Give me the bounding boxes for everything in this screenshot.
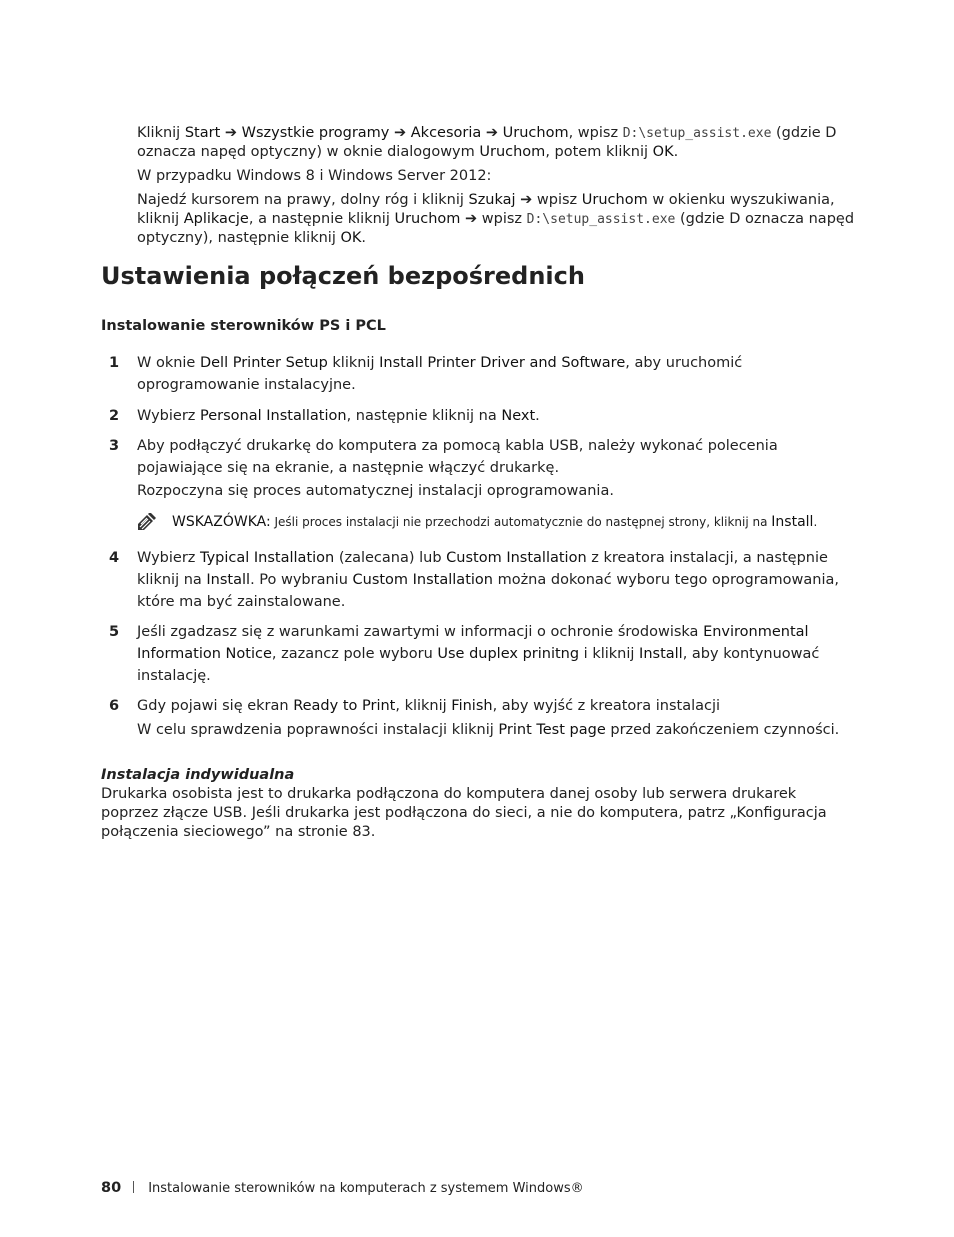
text-run: . bbox=[361, 230, 366, 246]
text-run: w okienku wyszukiwania, kliknij bbox=[137, 192, 835, 227]
ui-term: Uruchom bbox=[479, 144, 546, 160]
ui-term: Finish bbox=[451, 698, 493, 714]
text-run: , aby uruchomić oprogramowanie instalacyjne. bbox=[137, 355, 743, 393]
text-run: ➔ bbox=[389, 125, 411, 141]
text-run: (zalecana) lub bbox=[334, 550, 447, 566]
ui-term: Print Test page bbox=[498, 722, 606, 738]
text-run: , aby kontynuować instalację. bbox=[137, 646, 820, 684]
tip-label: WSKAZÓWKA: bbox=[172, 514, 271, 530]
pencil-note-icon bbox=[137, 513, 157, 531]
text-run: Gdy pojawi się ekran bbox=[137, 698, 294, 714]
text-run: z kreatora instalacji, a następnie kliknij na bbox=[137, 550, 828, 588]
text-run: W oknie bbox=[137, 355, 200, 371]
step-text bbox=[137, 547, 857, 613]
ui-term: Custom Installation bbox=[352, 572, 493, 588]
step-text bbox=[137, 352, 857, 396]
ui-term: Dell Printer Setup bbox=[199, 355, 328, 371]
footer-separator bbox=[133, 1181, 134, 1193]
command-path: D:\setup_assist.exe bbox=[622, 126, 772, 141]
text-run: Aby podłączyć drukarkę do komputera za pomocą kabla USB, należy wykonać polecenia pojawiające się na ekranie, a następnie włączyć drukarkę. bbox=[137, 438, 778, 476]
ui-term: Ready to Print bbox=[293, 698, 396, 714]
text-run: , aby wyjść z kreatora instalacji bbox=[492, 698, 721, 714]
step-extra-text bbox=[137, 719, 857, 741]
page-footer bbox=[101, 1179, 584, 1198]
tip-end: . bbox=[813, 515, 818, 529]
ui-term: Install Printer Driver and Software bbox=[379, 355, 626, 371]
text-run: Wybierz bbox=[137, 550, 200, 566]
text-run: . bbox=[673, 144, 679, 160]
step-text bbox=[137, 405, 857, 427]
tip-body: Jeśli proces instalacji nie przechodzi automatycznie do następnej strony, kliknij na bbox=[270, 515, 772, 529]
step-extra-text: Rozpoczyna się proces automatycznej instalacji oprogramowania. bbox=[137, 483, 614, 499]
ui-term: Install bbox=[639, 646, 683, 662]
text-run: W celu sprawdzenia poprawności instalacji kliknij bbox=[137, 722, 499, 738]
text-run: (gdzie D oznacza napęd optyczny), następnie kliknij bbox=[137, 211, 855, 246]
text-run: można dokonać wyboru tego oprogramowania, które ma być zainstalowane. bbox=[137, 572, 840, 610]
text-run: , zazancz pole wyboru bbox=[271, 646, 438, 662]
ui-term: Szukaj bbox=[468, 192, 516, 208]
text-run: , potem kliknij bbox=[545, 144, 653, 160]
ui-term: Install bbox=[206, 572, 251, 588]
ui-term: Start bbox=[184, 125, 221, 141]
step-number: 6 bbox=[109, 698, 120, 714]
text-run: ➔ wpisz bbox=[515, 192, 582, 208]
ui-term: Akcesoria bbox=[410, 125, 482, 141]
text-run: ➔ bbox=[220, 125, 242, 141]
individual-installation bbox=[101, 766, 851, 842]
ui-term: Custom Installation bbox=[446, 550, 587, 566]
step-text bbox=[137, 695, 857, 717]
ui-term: Uruchom bbox=[394, 211, 461, 227]
ui-term: Aplikacje bbox=[183, 211, 249, 227]
step-number: 4 bbox=[109, 550, 120, 566]
intro-block bbox=[137, 124, 857, 248]
text-run: kliknij bbox=[327, 355, 380, 371]
individual-text: Drukarka osobista jest to drukarka podłączona do komputera danej osoby lub serwera drukarek poprzez złącze USB. Jeśli drukarka jest podłączona do sieci, a nie do komputera, patrz „Konfiguracja połączenia sieciowego” na stronie 83. bbox=[101, 786, 827, 840]
ui-term: Personal Installation bbox=[200, 408, 347, 424]
intro-search-line bbox=[137, 191, 857, 248]
text-run: . Po wybraniu bbox=[250, 572, 353, 588]
ui-term: Typical Installation bbox=[200, 550, 335, 566]
ui-term: OK bbox=[340, 230, 362, 246]
text-run: i kliknij bbox=[579, 646, 640, 662]
section-subheading: Instalowanie sterowników PS i PCL bbox=[101, 318, 386, 334]
step-text bbox=[137, 621, 857, 687]
text-run: , a następnie kliknij bbox=[248, 211, 395, 227]
section-heading: Ustawienia połączeń bezpośrednich bbox=[101, 262, 585, 290]
text-run: Wybierz bbox=[137, 408, 200, 424]
text-run: Kliknij bbox=[137, 125, 185, 141]
text-run: Jeśli zgadzasz się z warunkami zawartymi w informacji o ochronie środowiska bbox=[137, 624, 704, 640]
text-run: przed zakończeniem czynności. bbox=[605, 722, 840, 738]
step-number: 5 bbox=[109, 624, 120, 640]
footer-text: Instalowanie sterowników na komputerach z systemem Windows® bbox=[148, 1181, 584, 1196]
ui-term: Next bbox=[501, 408, 536, 424]
text-run: (gdzie D oznacza napęd optyczny) w oknie dialogowym bbox=[137, 125, 837, 160]
text-run: Najedź kursorem na prawy, dolny róg i kliknij bbox=[137, 192, 469, 208]
intro-line-run bbox=[137, 124, 857, 162]
intro-windows8-line: W przypadku Windows 8 i Windows Server 2012: bbox=[137, 168, 492, 184]
text-run: , wpisz bbox=[568, 125, 623, 141]
ui-term: Wszystkie programy bbox=[241, 125, 390, 141]
ui-term: Environmental Information Notice bbox=[137, 624, 809, 662]
tip-text bbox=[172, 511, 817, 533]
ui-term: OK bbox=[652, 144, 674, 160]
step-number: 2 bbox=[109, 408, 120, 424]
text-run: ➔ wpisz bbox=[460, 211, 527, 227]
text-run: . bbox=[535, 408, 540, 424]
ui-term: Use duplex prinitng bbox=[437, 646, 580, 662]
page-number: 80 bbox=[101, 1180, 122, 1196]
individual-title: Instalacja indywidualna bbox=[101, 767, 295, 783]
command-path: D:\setup_assist.exe bbox=[526, 212, 676, 227]
text-run: , kliknij bbox=[395, 698, 452, 714]
step-number: 1 bbox=[109, 355, 120, 371]
ui-term: Uruchom bbox=[502, 125, 569, 141]
step-number: 3 bbox=[109, 438, 120, 454]
tip-target: Install bbox=[771, 514, 814, 530]
text-run: ➔ bbox=[481, 125, 503, 141]
step-text bbox=[137, 435, 857, 479]
text-run: , następnie kliknij na bbox=[346, 408, 502, 424]
ui-term: Uruchom bbox=[581, 192, 648, 208]
